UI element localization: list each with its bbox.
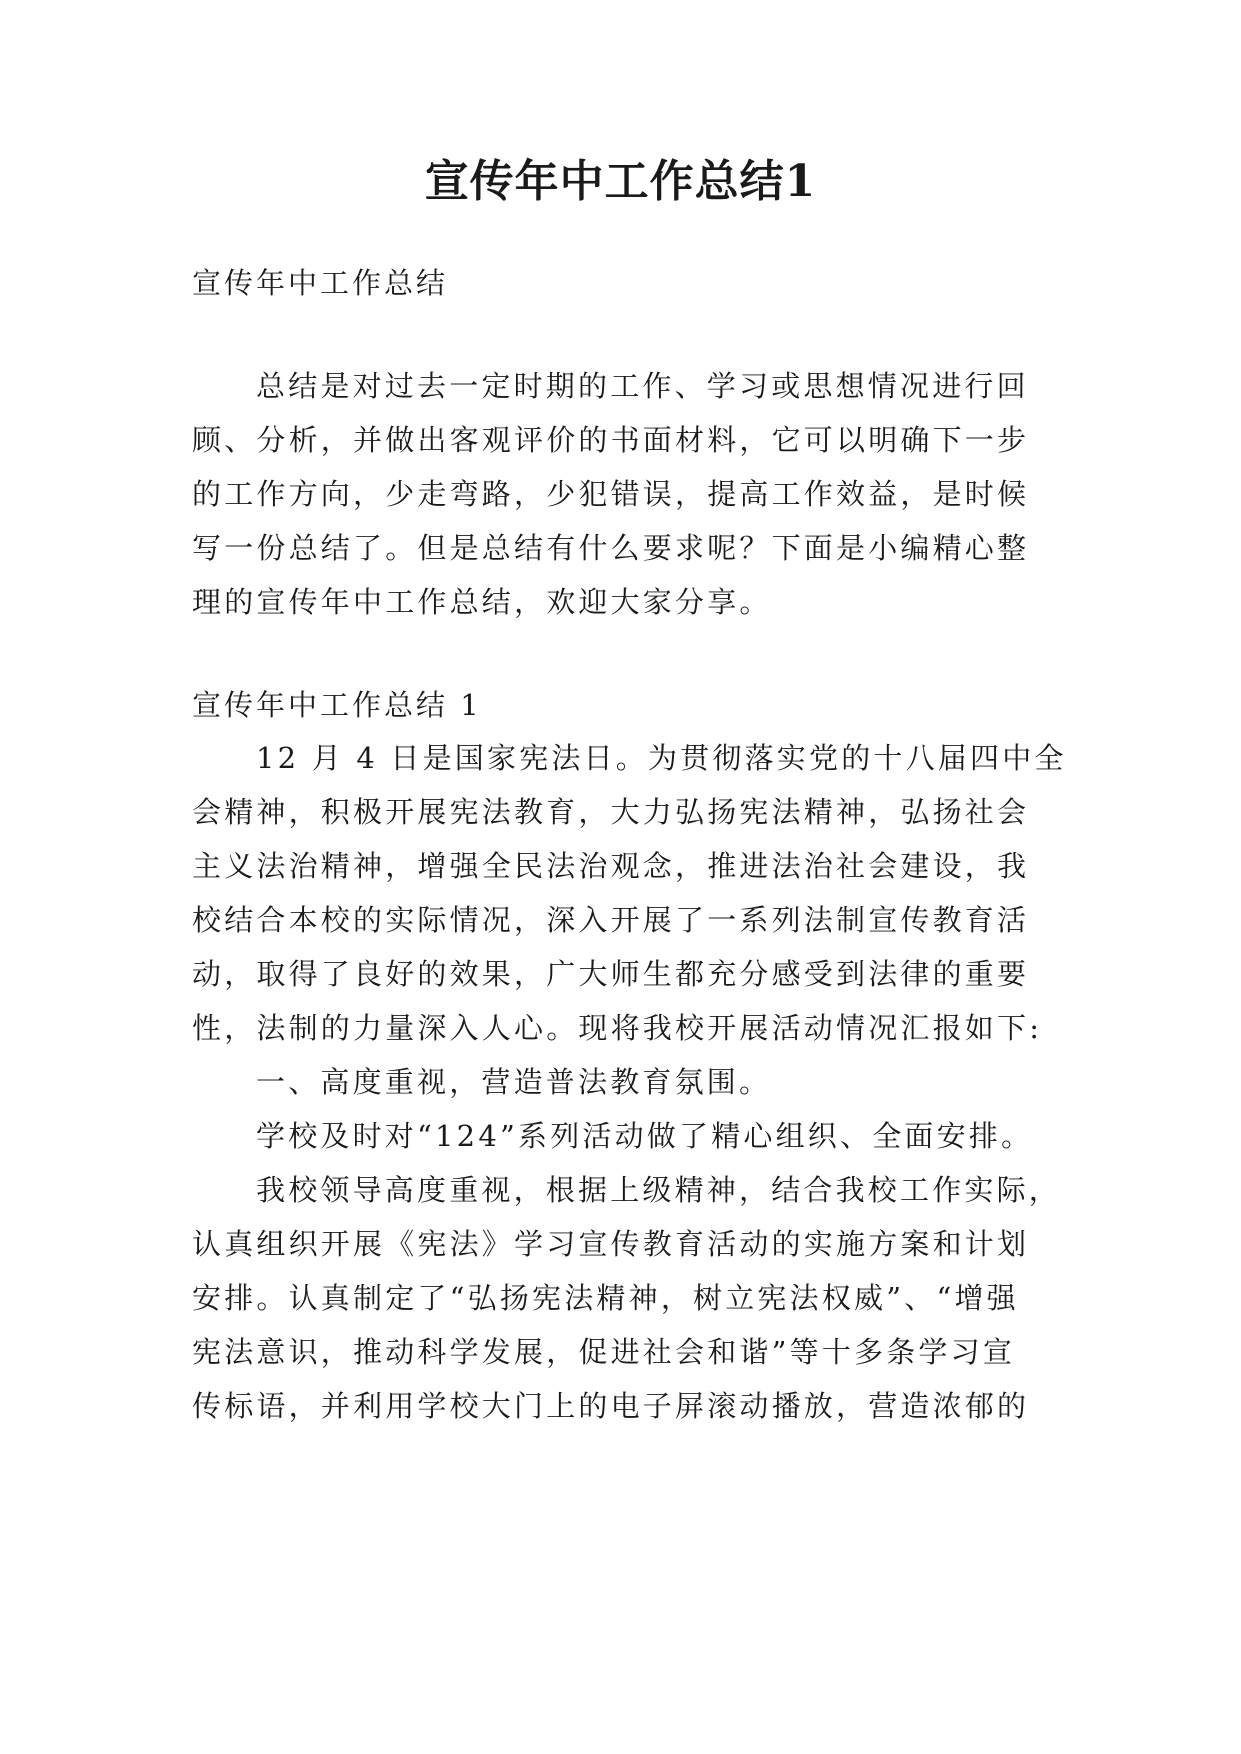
document-title: 宣传年中工作总结1 bbox=[424, 156, 817, 207]
body-line: 安排。认真制定了“弘扬宪法精神，树立宪法权威”、“增强 bbox=[192, 1281, 1019, 1315]
body-line: 校结合本校的实际情况，深入开展了一系列法制宣传教育活 bbox=[192, 903, 1030, 937]
intro-line: 写一份总结了。但是总结有什么要求呢？下面是小编精心整 bbox=[192, 531, 1030, 565]
body-line: 会精神，积极开展宪法教育，大力弘扬宪法精神，弘扬社会 bbox=[192, 795, 1030, 829]
body-line: 认真组织开展《宪法》学习宣传教育活动的实施方案和计划 bbox=[192, 1227, 1030, 1261]
body-line: 我校领导高度重视，根据上级精神，结合我校工作实际， bbox=[256, 1173, 1062, 1207]
body-line: 学校及时对“124”系列活动做了精心组织、全面安排。 bbox=[256, 1119, 1034, 1153]
intro-line: 的工作方向，少走弯路，少犯错误，提高工作效益，是时候 bbox=[192, 477, 1030, 511]
body-line: 传标语，并利用学校大门上的电子屏滚动播放，营造浓郁的 bbox=[192, 1389, 1030, 1423]
body-line: 宪法意识，推动科学发展，促进社会和谐”等十多条学习宣 bbox=[192, 1335, 1016, 1369]
intro-line: 顾、分析，并做出客观评价的书面材料，它可以明确下一步 bbox=[192, 423, 1030, 457]
section-title: 宣传年中工作总结 1 bbox=[192, 688, 482, 722]
body-line: 性，法制的力量深入人心。现将我校开展活动情况汇报如下: bbox=[192, 1011, 1043, 1045]
body-line: 12 月 4 日是国家宪法日。为贯彻落实党的十八届四中全 bbox=[256, 741, 1067, 775]
document-subtitle: 宣传年中工作总结 bbox=[192, 266, 449, 300]
body-line: 动，取得了良好的效果，广大师生都充分感受到法律的重要 bbox=[192, 957, 1030, 991]
intro-line: 理的宣传年中工作总结，欢迎大家分享。 bbox=[192, 585, 772, 619]
body-line: 主义法治精神，增强全民法治观念，推进法治社会建设，我 bbox=[192, 849, 1030, 883]
body-line: 一、高度重视，营造普法教育氛围。 bbox=[256, 1065, 772, 1099]
intro-line: 总结是对过去一定时期的工作、学习或思想情况进行回 bbox=[256, 369, 1029, 403]
